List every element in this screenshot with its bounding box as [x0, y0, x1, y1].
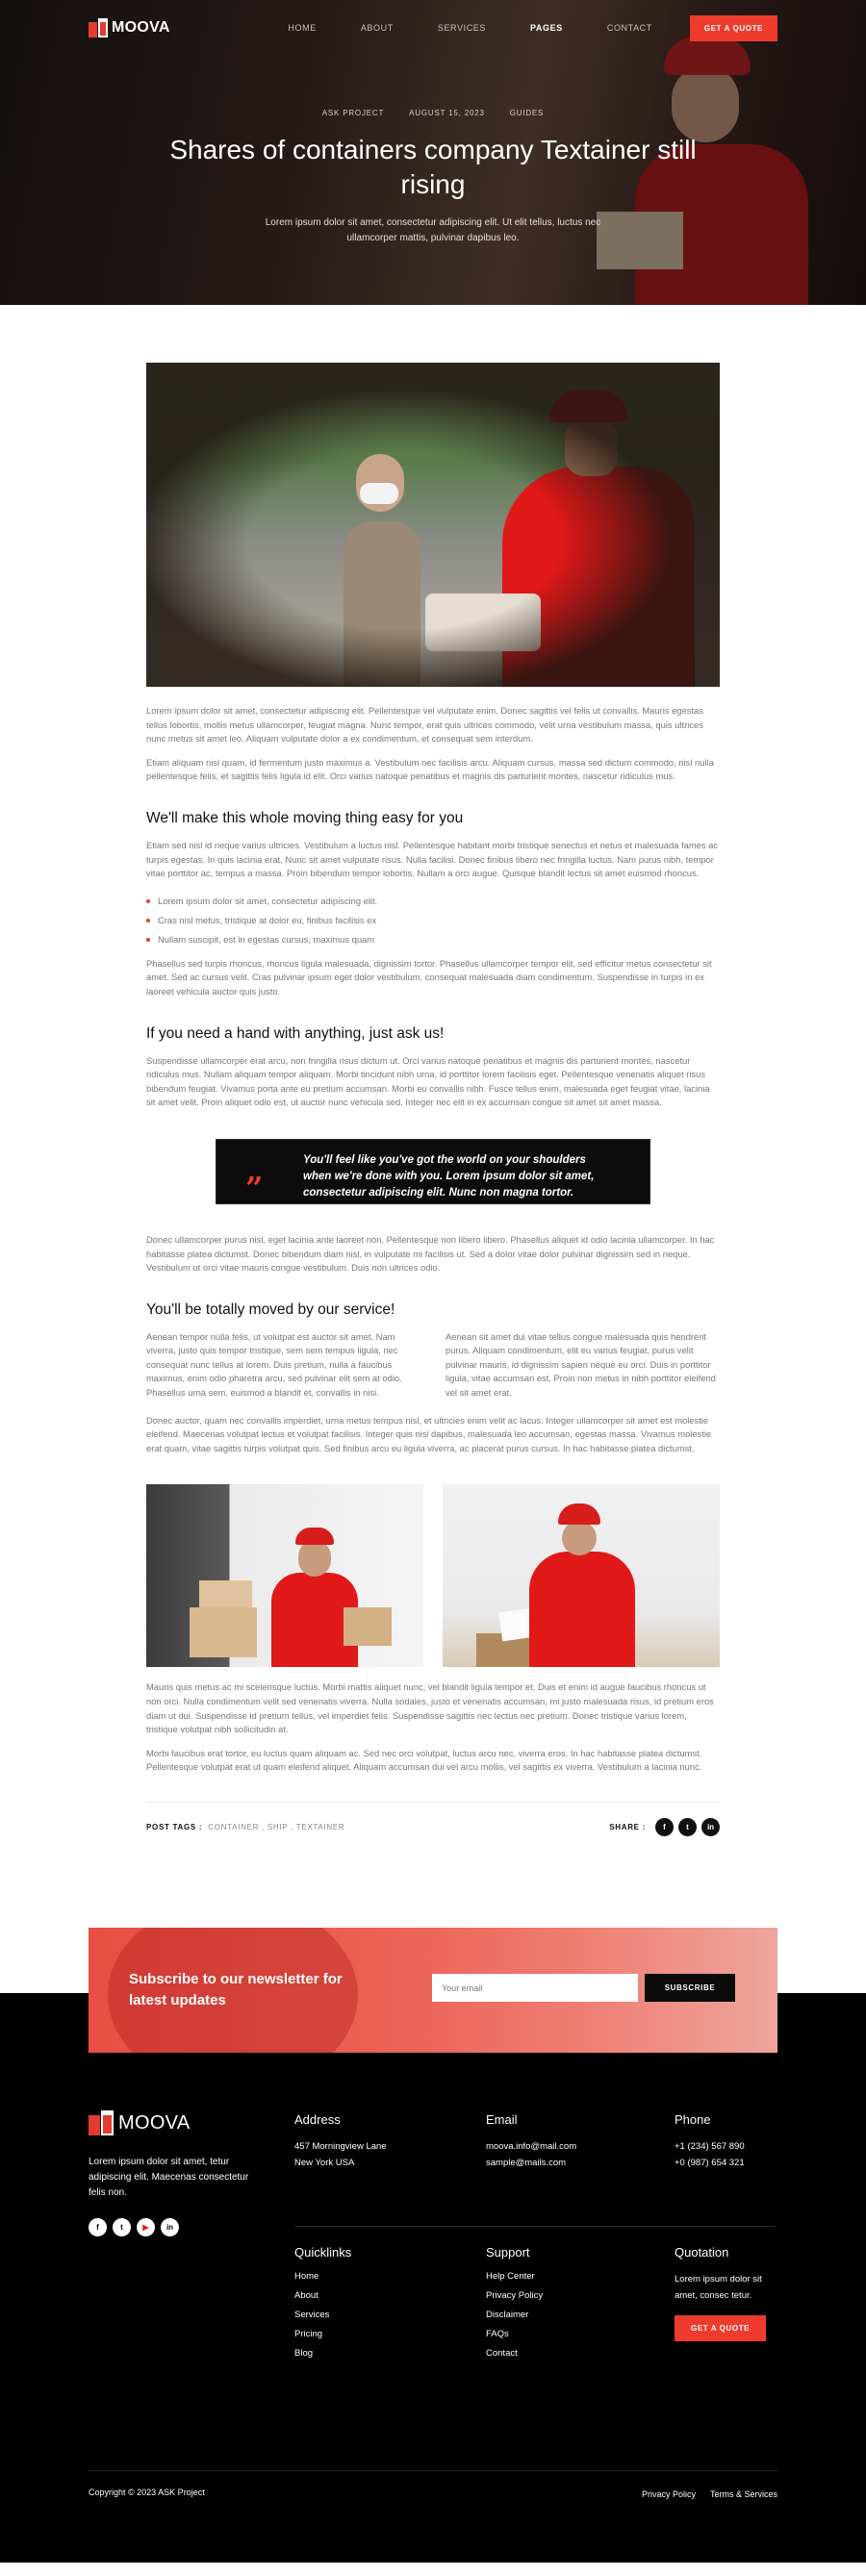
- email-link[interactable]: moova.info@mail.com: [486, 2141, 577, 2152]
- youtube-icon[interactable]: ▶: [137, 2218, 155, 2236]
- footer-heading: Address: [294, 2112, 341, 2127]
- footer-link-services[interactable]: Services: [294, 2310, 330, 2320]
- share-facebook-icon[interactable]: f: [655, 1818, 674, 1836]
- newsletter-email-input[interactable]: [432, 1974, 638, 2002]
- nav-link-pages[interactable]: PAGES: [530, 23, 563, 33]
- hero-banner: [0, 0, 866, 305]
- bullet-list: [146, 892, 720, 949]
- courier-with-boxes-image: [146, 1484, 423, 1667]
- nav-link-home[interactable]: HOME: [288, 23, 317, 33]
- post-category-link[interactable]: GUIDES: [509, 109, 545, 117]
- tags-label: POST TAGS :: [146, 1823, 203, 1831]
- linkedin-icon[interactable]: in: [161, 2218, 179, 2236]
- logo-mark-icon: [89, 18, 108, 38]
- footer-phone: [675, 2112, 745, 2171]
- footer-social-links: [89, 2218, 252, 2236]
- footer-brand-name: MOOVA: [118, 2111, 191, 2134]
- footer-divider: [294, 2226, 776, 2227]
- courier-at-desk-image: [443, 1484, 720, 1667]
- featured-image: [146, 363, 720, 687]
- article-heading: You'll be totally moved by our service!: [146, 1301, 395, 1318]
- post-author-link[interactable]: ASK PROJECT: [321, 109, 385, 117]
- copyright-text: Copyright © 2023 ASK Project: [89, 2488, 205, 2497]
- footer-heading: Support: [486, 2245, 530, 2260]
- list-item: Cras nisl metus, tristique at dolor eu, finibus facilisis ex: [146, 911, 720, 930]
- footer-link-pricing[interactable]: Pricing: [294, 2329, 323, 2339]
- footer-get-a-quote-button[interactable]: GET A QUOTE: [675, 2315, 766, 2341]
- share-linkedin-icon[interactable]: in: [701, 1818, 720, 1836]
- quote-text: You'll feel like you've got the world on your shoulders when we're done with you. Lorem ipsum dolor sit amet, consectetur adipiscing elit. Nunc non magna tortor.: [303, 1153, 595, 1199]
- quote-icon: ”: [245, 1169, 264, 1206]
- nav-link-contact[interactable]: CONTACT: [606, 23, 652, 33]
- footer-link-privacy-policy[interactable]: Privacy Policy: [486, 2290, 544, 2301]
- article-paragraph: Etiam aliquam nisl quam, id fermentum justo maximus a. Vestibulum nec facilisis arcu. Aliquam cursus, massa sed dictum commodo, nisl nulla pellentesque felis, et sagittis felis ligula id elit. Orci varius natoque penatibus et magnis dis parturient montes, nascetur ridiculus mus.: [146, 756, 714, 782]
- footer-link-home[interactable]: Home: [294, 2271, 319, 2282]
- article-paragraph: Aenean sit amet dui vitae tellus congue malesuada quis hendrerit purus. Aliquam condimentum, elit eu varius feugiat, purus velit pulvinar mauris, id dignissim sapien neque eu orci. Duis in porttitor ligula, vitae accumsan est. Proin non metus in nibh porttitor eleifend vel sit amet erat.: [446, 1330, 716, 1399]
- two-column-text: [146, 1330, 720, 1401]
- address-line: 457 Morningview Lane: [294, 2141, 387, 2152]
- footer-description: Lorem ipsum dolor sit amet, tetur adipiscing elit. Maecenas consectetur felis non.: [89, 2157, 249, 2198]
- footer-quicklinks: [294, 2245, 351, 2363]
- article-paragraph: Suspendisse ullamcorper erat arcu, non fringilla risus dictum ut. Orci varius natoque penatibus et magnis dis parturient montes, nascetur ridiculus mus. Nullam aliquam tempor aliquam. Morbi tincidunt nibh urna, id porttitor lorem facilisis eget. Pellentesque venenatis aliquet risus bibendum feugiat. Vivamus porta ante eu pretium accumsan. Morbi eu convallis nibh. Fusce tellus enim, malesuada eget feugiat vitae, lacinia sit amet velit. Proin aliquet odio est, ut auctor nunc vehicula sed. Integer nec elit in ex accumsan congue sit amet sit amet massa.: [146, 1054, 710, 1108]
- nav-link-about[interactable]: ABOUT: [360, 23, 394, 33]
- newsletter-title: Subscribe to our newsletter for latest updates: [129, 1971, 343, 2008]
- article-paragraph: Donec auctor, quam nec convallis imperdiet, urna metus tempus nisl, et ultricies enim velit ac lacus. Integer ullamcorper sit amet est molestie eleifend. Maecenas volutpat lectus et volutpat facilisis. Integer quis nisl dapibus, malesuada leo accumsan, egestas massa. Vivamus molestie erat quam, vitae sagittis turpis volutpat quis. Sed finibus arcu eu ligula viverra, ac placerat purus cursus. In hac habitasse platea dictumst.: [146, 1414, 712, 1453]
- get-a-quote-button[interactable]: GET A QUOTE: [690, 15, 777, 41]
- legal-links: [642, 2489, 777, 2499]
- page-subtitle: Lorem ipsum dolor sit amet, consectetur adipiscing elit. Ut elit tellus, luctus nec ullamcorper mattis, pulvinar dapibus leo.: [265, 217, 601, 243]
- phone-link[interactable]: +1 (234) 567 890: [675, 2141, 745, 2152]
- footer-bottom-divider: [89, 2470, 777, 2471]
- footer-support: [486, 2245, 543, 2363]
- footer-link-blog[interactable]: Blog: [294, 2348, 314, 2359]
- article-paragraph: Donec ullamcorper purus nisl, eget lacinia ante laoreet non. Pellentesque non libero libero. Phasellus aliquet id odio lacinia ullamcorper. In hac habitasse platea dictumst. Donec bibendum diam nisl, in vulputate mi facilisis ut. Sed a dolor vitae dolor pulvinar dignissim sed in neque. Vestibulum ut orci vitae mauris congue vestibulum. Duis non ultrices odio.: [146, 1233, 715, 1274]
- footer-link-help-center[interactable]: Help Center: [486, 2271, 535, 2282]
- subscribe-button[interactable]: SUBSCRIBE: [645, 1974, 735, 2002]
- list-item: Nullam suscipit, est in egestas cursus, maximus quam: [146, 930, 720, 949]
- site-footer: [0, 1993, 866, 2563]
- list-item: Lorem ipsum dolor sit amet, consectetur adipiscing elit.: [146, 892, 720, 911]
- address-line: New York USA: [294, 2158, 355, 2168]
- article-heading: We'll make this whole moving thing easy for you: [146, 809, 464, 826]
- footer-link-contact[interactable]: Contact: [486, 2348, 518, 2359]
- email-link[interactable]: sample@mails.com: [486, 2158, 567, 2168]
- quotation-text: Lorem ipsum dolor sit amet, consec tetur.: [675, 2274, 762, 2301]
- footer-heading: Quicklinks: [294, 2245, 352, 2260]
- phone-link[interactable]: +0 (987) 654 321: [675, 2158, 745, 2168]
- page-title: Shares of containers company Textainer still rising: [169, 135, 697, 199]
- legal-link-privacy-policy[interactable]: Privacy Policy: [641, 2489, 696, 2499]
- article-paragraph: Phasellus sed turpis rhoncus, rhoncus ligula malesuada, dignissim tortor. Phasellus ullamcorper tempor elit, sed efficitur metus consectetur sit amet. Sed ac cursus velit. Cras pulvinar ipsum eget dolor vestibulum, consequat malesuada diam condimentum. Suspendisse in turpis in ex laoreet vehicula auctor quis justo.: [146, 957, 712, 997]
- article-heading: If you need a hand with anything, just ask us!: [146, 1024, 445, 1042]
- footer-link-disclaimer[interactable]: Disclaimer: [486, 2310, 529, 2320]
- article-paragraph: Morbi faucibus erat tortor, eu luctus quam aliquam ac. Sed nec orci volutpat, luctus arcu nec, viverra eros. In hac habitasse platea dictumst. Pellentesque volutpat erat ut quam eleifend aliquet. Aliquam accumsan dui vel arcu mollis, vel sagittis ex viverra. Vestibulum a lacinia nunc.: [146, 1747, 702, 1773]
- post-date: AUGUST 15, 2023: [409, 109, 485, 117]
- brand-name: MOOVA: [112, 19, 170, 36]
- twitter-icon[interactable]: t: [113, 2218, 131, 2236]
- article-paragraph: Mauris quis metus ac mi scelerisque luctus. Morbi mattis aliquet nunc, vel blandit ligula tempor et. Duis et enim id augue faucibus rhoncus ut non orci. Nulla condimentum velit sed venenatis viverra. Nulla sodales, justo et venenatis accumsan, mi justo malesuada risus, id pretium eros diam ut dui. Suspendisse id pretium tellus, vel imperdiet felis. Suspendisse sagittis nec lectus nec pretium. Donec tristique varius lorem, tristique volutpat nibh sollicitudin at.: [146, 1681, 714, 1735]
- share-twitter-icon[interactable]: t: [678, 1818, 697, 1836]
- nav-link-services[interactable]: SERVICES: [437, 23, 486, 33]
- footer-logo[interactable]: [89, 2110, 252, 2135]
- footer-zone: [0, 1928, 866, 2563]
- article-paragraph: Aenean tempor nulla felis, ut volutpat est auctor sit amet. Nam viverra, justo quis tempor tristique, sem sem tempus ligula, nec consequat nunc tellus at lorem. Duis pretium, nulla a faucibus maximus, enim odio pharetra arcu, sed pulvinar elit sem at odio. Phasellus urna sem, euismod a blandit et, convallis in nisi.: [146, 1330, 402, 1399]
- footer-brand: [89, 2110, 252, 2236]
- post-tags[interactable]: CONTAINER , SHIP , TEXTAINER: [208, 1823, 345, 1831]
- main-nav: [89, 13, 777, 42]
- brand-logo[interactable]: [89, 18, 170, 38]
- footer-quotation: [675, 2245, 780, 2341]
- article-paragraph: Lorem ipsum dolor sit amet, consectetur adipiscing elit. Pellentesque vel vulputate enim. Donec sagittis vel felis ut convallis. Mauris egestas tellus lobortis, mollis metus ullamcorper, feugiat magna. Nunc tempor, erat quis ultrices commodo, velit urna vestibulum massa, quis ultrices nunc metus sit amet leo. Aliquam vulputate dolor a ex condimentum, et consequat sem interdum.: [146, 705, 703, 745]
- article-paragraph: Etiam sed nisl id neque varius ultricies. Vestibulum a luctus nisl. Pellentesque habitant morbi tristique senectus et netus et malesuada fames ac turpis egestas. In quis lacinia erat. Nunc sit amet vulputate risus. Nulla facilisi. Donec finibus libero nec fringilla luctus. Nam purus nibh, tempor vitae porttitor ac, tempus a massa. Proin bibendum tempor lobortis. Nullam a orci augue. Quisque blandit lectus sit amet euismod rhoncus.: [146, 839, 719, 879]
- newsletter-banner: [89, 1928, 777, 2053]
- post-meta: [0, 109, 866, 117]
- footer-address: [294, 2112, 387, 2171]
- footer-email: [486, 2112, 576, 2171]
- footer-link-about[interactable]: About: [294, 2290, 318, 2301]
- share-links: [609, 1818, 720, 1836]
- post-footer: [146, 1802, 720, 1836]
- footer-heading: Email: [486, 2112, 518, 2127]
- footer-heading: Phone: [675, 2112, 711, 2127]
- footer-link-faqs[interactable]: FAQs: [486, 2329, 509, 2339]
- nav-links: [266, 23, 674, 33]
- footer-heading: Quotation: [675, 2245, 729, 2260]
- share-label: SHARE :: [609, 1823, 646, 1831]
- facebook-icon[interactable]: f: [89, 2218, 107, 2236]
- image-gallery: [146, 1484, 720, 1667]
- logo-mark-icon: [89, 2110, 114, 2135]
- article-body: [146, 363, 720, 1836]
- legal-link-terms[interactable]: Terms & Services: [709, 2489, 777, 2499]
- blockquote: [216, 1139, 650, 1204]
